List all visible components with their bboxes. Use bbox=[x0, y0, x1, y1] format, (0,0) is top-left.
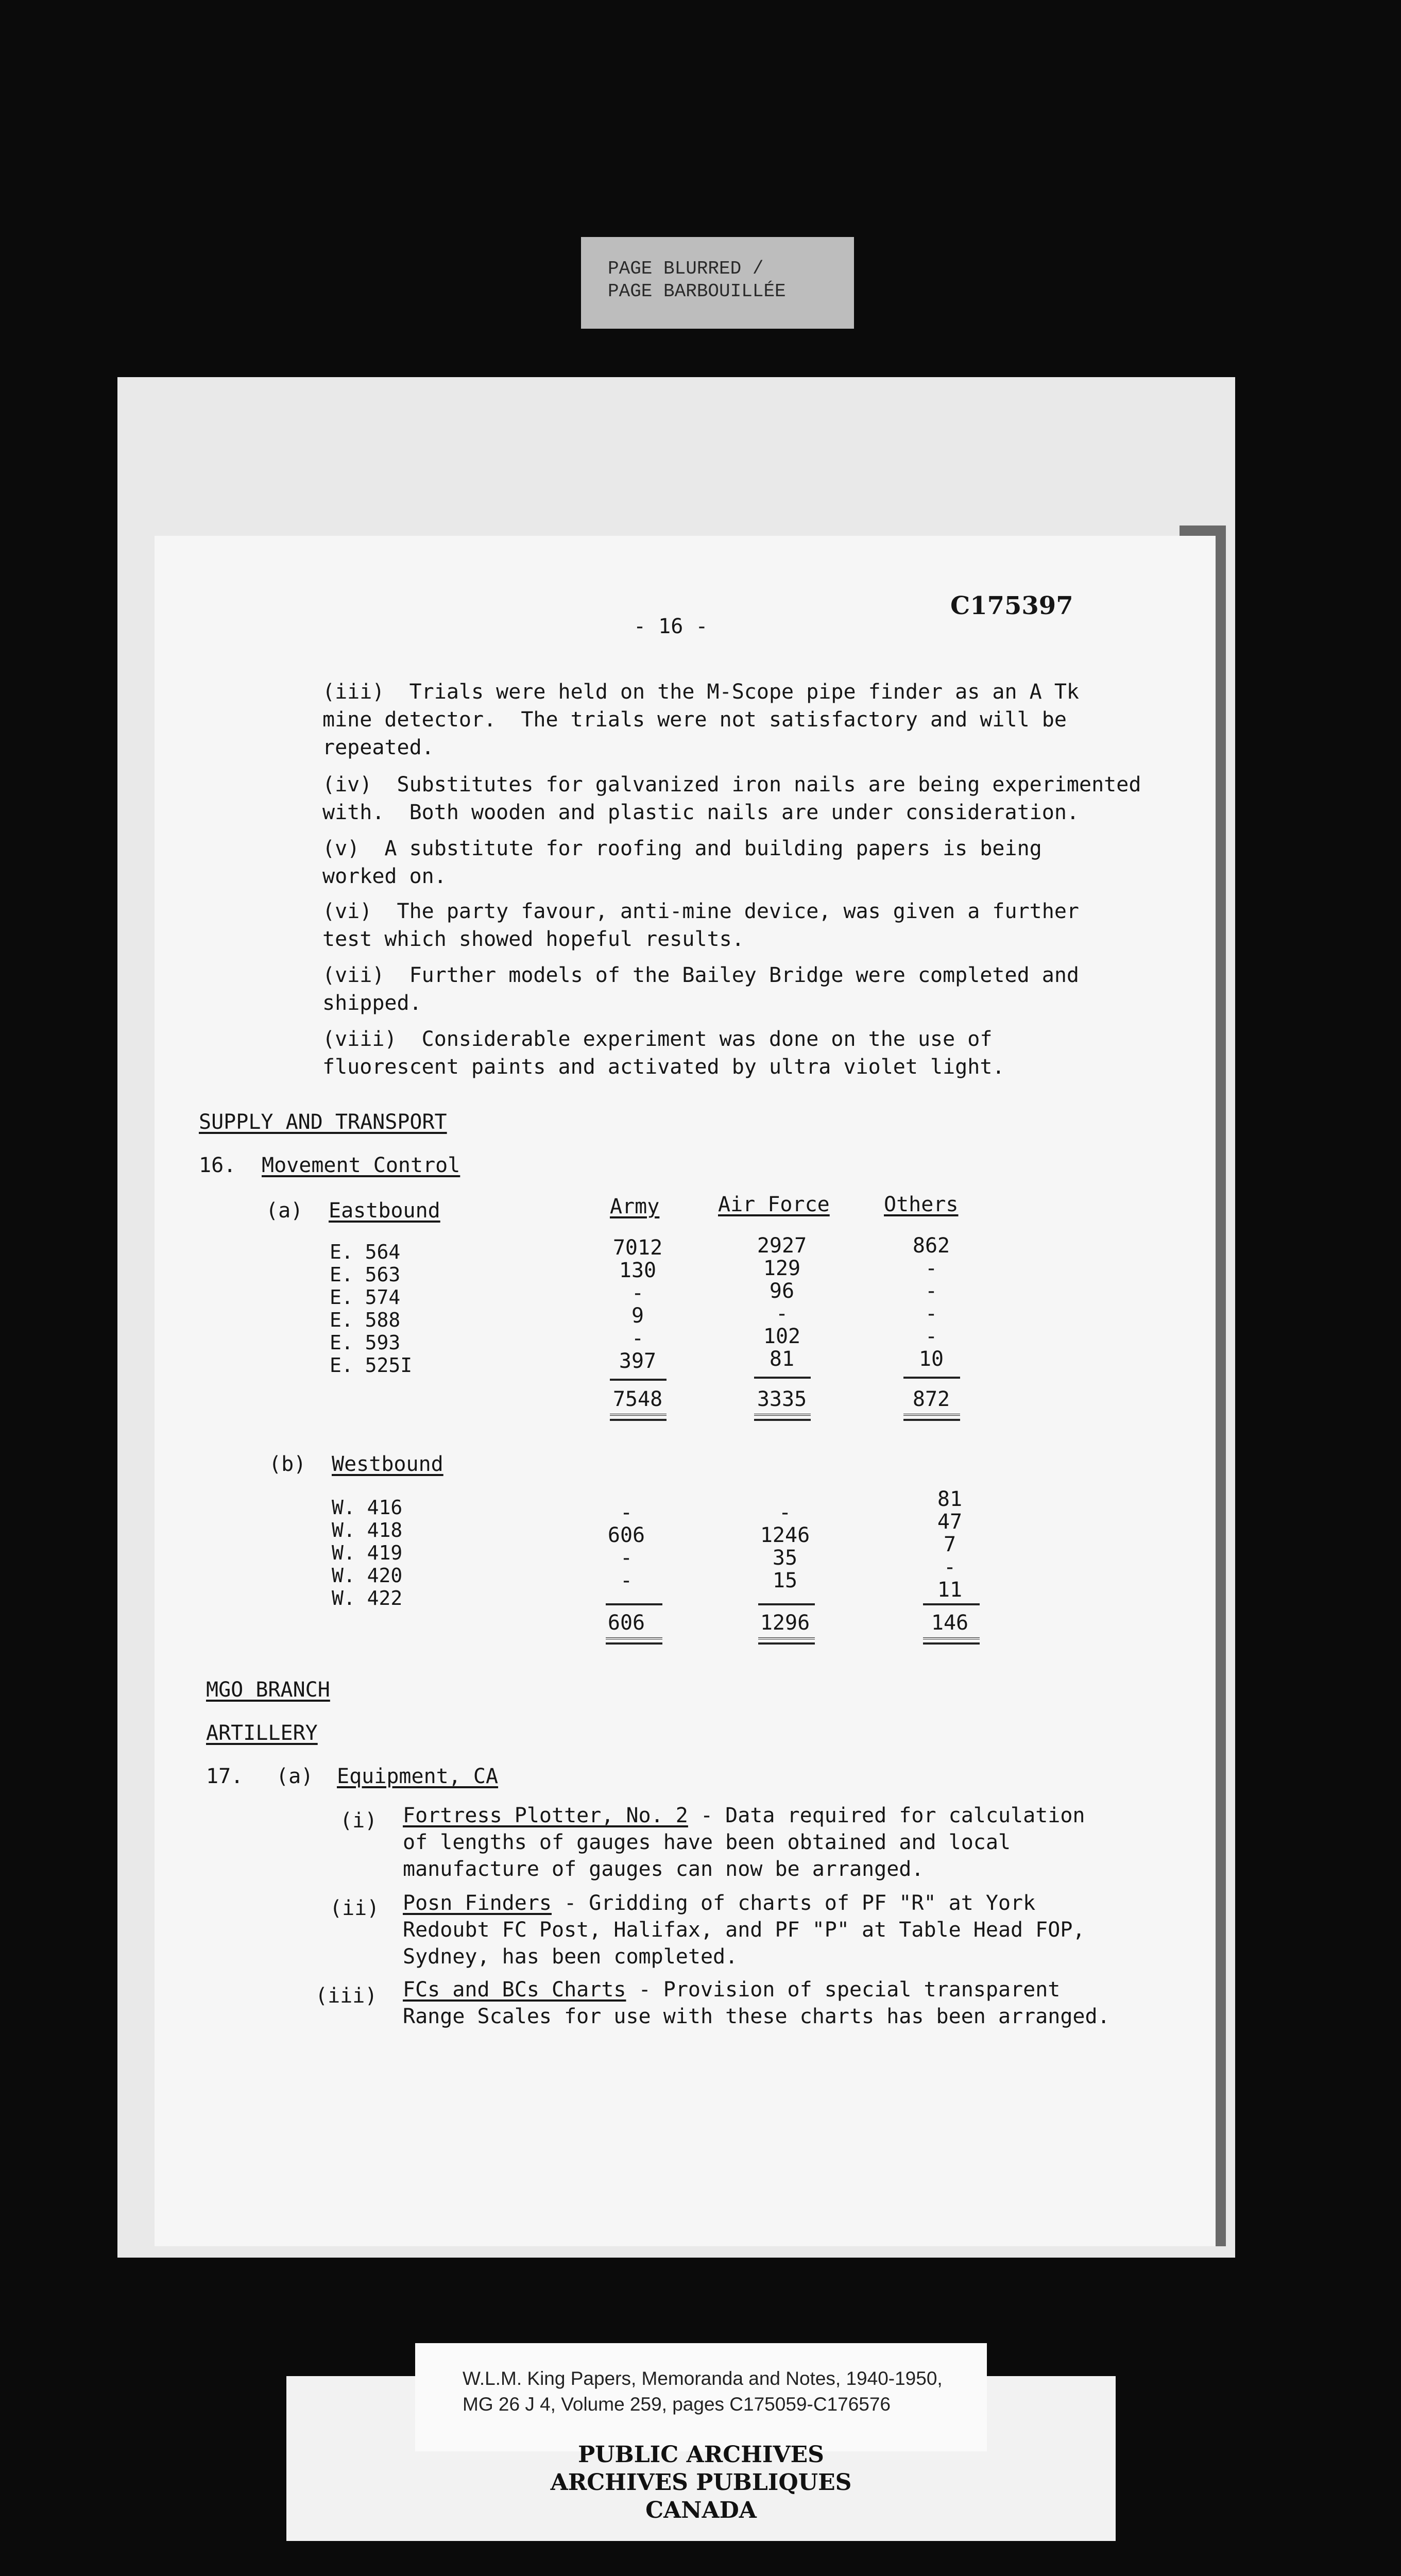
table-cell: 15 bbox=[772, 1569, 798, 1592]
item-i-fortress-plotter bbox=[403, 1802, 1085, 1883]
westbound-others-column bbox=[888, 1488, 1012, 1601]
table-cell: 129 bbox=[763, 1257, 801, 1280]
paragraph-line: worked on. bbox=[322, 865, 447, 888]
page-blurred-stamp bbox=[581, 237, 854, 329]
paragraph-viii bbox=[322, 1025, 1177, 1081]
paragraph-line: (vi) The party favour, anti-mine device, was given a further bbox=[322, 900, 1080, 923]
item-iii-fcs-bcs-charts bbox=[403, 1976, 1110, 2030]
paragraph-line: (v) A substitute for roofing and building papers is being bbox=[322, 837, 1042, 860]
equipment-ca-title: Equipment, CA bbox=[337, 1765, 499, 1788]
table-cell: - bbox=[925, 1279, 938, 1303]
table-cell: 397 bbox=[619, 1349, 657, 1373]
item-line: - Gridding of charts of PF "R" at York bbox=[551, 1891, 1036, 1915]
westbound-army-total-rule bbox=[606, 1637, 662, 1645]
eastbound-row-labels bbox=[330, 1241, 412, 1377]
westbound-row-name: W. 420 bbox=[332, 1564, 403, 1587]
eastbound-row-name: E. 588 bbox=[330, 1309, 401, 1331]
item-line: of lengths of gauges have been obtained and local bbox=[403, 1831, 1011, 1854]
item-title: Posn Finders bbox=[403, 1891, 552, 1915]
westbound-row-name: W. 416 bbox=[332, 1496, 403, 1519]
item-line: Range Scales for use with these charts has been arranged. bbox=[403, 2005, 1110, 2028]
table-cell: 11 bbox=[937, 1578, 963, 1602]
table-cell: 606 bbox=[607, 1523, 645, 1547]
table-cell: 102 bbox=[763, 1325, 801, 1348]
eastbound-army-column bbox=[576, 1236, 699, 1372]
table-cell: 47 bbox=[937, 1510, 963, 1534]
paragraph-line: mine detector. The trials were not satisfactory and will be bbox=[322, 708, 1067, 732]
item-line: Redoubt FC Post, Halifax, and PF "P" at Table Head FOP, bbox=[403, 1918, 1085, 1942]
movement-control-title: Movement Control bbox=[262, 1154, 460, 1177]
paragraph-iii bbox=[322, 678, 1177, 761]
eastbound-air-total-rule bbox=[754, 1414, 811, 1421]
table-cell: - bbox=[775, 1302, 789, 1326]
eastbound-army-subtotal-rule bbox=[610, 1379, 667, 1381]
column-header-air-force: Air Force bbox=[718, 1193, 830, 1216]
citation-line-1: W.L.M. King Papers, Memoranda and Notes, 1940-1950, bbox=[463, 2368, 943, 2389]
paragraph-line: (iv) Substitutes for galvanized iron nails are being experimented bbox=[322, 773, 1141, 796]
paragraph-line: repeated. bbox=[322, 736, 434, 759]
westbound-army-column bbox=[565, 1501, 688, 1615]
section-17-letter: (a) bbox=[276, 1765, 314, 1788]
eastbound-others-column bbox=[869, 1234, 993, 1370]
eastbound-row-name: E. 525I bbox=[330, 1354, 413, 1377]
table-cell: 7 bbox=[943, 1533, 956, 1556]
item-line: - Provision of special transparent bbox=[626, 1978, 1061, 2002]
eastbound-others-total: 872 bbox=[912, 1387, 950, 1411]
westbound-label: Westbound bbox=[332, 1452, 443, 1476]
item-title: Fortress Plotter, No. 2 bbox=[403, 1804, 688, 1827]
paragraph-line: fluorescent paints and activated by ultra violet light. bbox=[322, 1055, 1005, 1079]
paragraph-line: shipped. bbox=[322, 991, 422, 1015]
table-cell: - bbox=[943, 1555, 956, 1579]
table-cell: 81 bbox=[937, 1487, 963, 1511]
eastbound-others-total-rule bbox=[903, 1414, 960, 1421]
eastbound-row-name: E. 574 bbox=[330, 1286, 401, 1309]
paragraph-vi bbox=[322, 897, 1177, 953]
table-cell: 96 bbox=[769, 1279, 795, 1303]
eastbound-row-name: E. 564 bbox=[330, 1241, 401, 1263]
westbound-row-name: W. 422 bbox=[332, 1587, 403, 1609]
westbound-others-subtotal-rule bbox=[923, 1603, 980, 1605]
eastbound-label: Eastbound bbox=[329, 1199, 440, 1223]
westbound-row-name: W. 418 bbox=[332, 1519, 403, 1541]
eastbound-air-force-column bbox=[720, 1234, 844, 1370]
eastbound-air-subtotal-rule bbox=[754, 1377, 811, 1379]
table-cell: 862 bbox=[912, 1234, 950, 1258]
eastbound-army-total-rule bbox=[610, 1414, 667, 1421]
paragraph-iv bbox=[322, 771, 1177, 826]
westbound-air-total-rule bbox=[758, 1637, 815, 1645]
table-cell: - bbox=[620, 1591, 633, 1615]
table-cell: - bbox=[925, 1325, 938, 1348]
column-header-army: Army bbox=[610, 1195, 660, 1218]
item-title: FCs and BCs Charts bbox=[403, 1978, 626, 2002]
table-cell: - bbox=[778, 1591, 792, 1615]
item-ii-numeral: (ii) bbox=[330, 1896, 380, 1920]
paragraph-v bbox=[322, 835, 1177, 890]
table-cell: - bbox=[620, 1569, 633, 1592]
stamp-line-2: PAGE BARBOUILLÉE bbox=[608, 281, 786, 302]
table-cell: 10 bbox=[918, 1347, 944, 1371]
item-iii-numeral: (iii) bbox=[315, 1984, 378, 2008]
eastbound-row-name: E. 593 bbox=[330, 1331, 401, 1354]
citation-line-2: MG 26 J 4, Volume 259, pages C175059-C176576 bbox=[463, 2394, 891, 2415]
paragraph-line: (vii) Further models of the Bailey Bridge were completed and bbox=[322, 963, 1080, 987]
eastbound-letter: (a) bbox=[266, 1199, 303, 1223]
westbound-army-subtotal-rule bbox=[606, 1603, 662, 1605]
paragraph-vii bbox=[322, 961, 1177, 1017]
item-line: manufacture of gauges can now be arranged. bbox=[403, 1857, 924, 1881]
eastbound-army-total: 7548 bbox=[612, 1387, 663, 1411]
artillery-heading: ARTILLERY bbox=[206, 1721, 318, 1745]
westbound-air-force-column bbox=[723, 1501, 847, 1615]
public-archives-label bbox=[415, 2441, 987, 2524]
page-number: - 16 - bbox=[634, 615, 708, 638]
eastbound-row-name: E. 563 bbox=[330, 1263, 401, 1286]
section-17-number: 17. bbox=[206, 1765, 244, 1788]
archives-english: PUBLIC ARCHIVES bbox=[578, 2442, 824, 2468]
document-id: C175397 bbox=[950, 591, 1073, 620]
mgo-branch-heading: MGO BRANCH bbox=[206, 1678, 330, 1702]
column-header-others: Others bbox=[884, 1193, 959, 1216]
westbound-others-total: 146 bbox=[931, 1611, 969, 1635]
table-cell: - bbox=[778, 1501, 792, 1524]
table-cell: - bbox=[631, 1281, 644, 1305]
table-cell: - bbox=[620, 1546, 633, 1570]
table-cell: 9 bbox=[631, 1304, 644, 1328]
paragraph-line: test which showed hopeful results. bbox=[322, 927, 744, 951]
westbound-others-total-rule bbox=[923, 1637, 980, 1645]
table-cell: 130 bbox=[619, 1259, 657, 1282]
table-cell: 2927 bbox=[757, 1234, 807, 1258]
westbound-army-total: 606 bbox=[607, 1611, 645, 1635]
table-cell: 1246 bbox=[760, 1523, 810, 1547]
westbound-row-name: W. 419 bbox=[332, 1541, 403, 1564]
eastbound-air-force-total: 3335 bbox=[757, 1387, 807, 1411]
westbound-air-subtotal-rule bbox=[758, 1603, 815, 1605]
item-i-numeral: (i) bbox=[340, 1809, 378, 1833]
table-cell: - bbox=[925, 1302, 938, 1326]
paragraph-line: (iii) Trials were held on the M-Scope pipe finder as an A Tk bbox=[322, 680, 1080, 704]
westbound-letter: (b) bbox=[269, 1452, 306, 1476]
paragraph-line: with. Both wooden and plastic nails are under consideration. bbox=[322, 801, 1080, 824]
supply-transport-heading: SUPPLY AND TRANSPORT bbox=[199, 1110, 447, 1134]
table-cell: - bbox=[620, 1501, 633, 1524]
table-cell: - bbox=[631, 1327, 644, 1350]
section-16-number: 16. bbox=[199, 1154, 236, 1177]
item-ii-posn-finders bbox=[403, 1890, 1085, 1970]
westbound-row-labels bbox=[332, 1496, 402, 1609]
table-cell: 35 bbox=[772, 1546, 798, 1570]
archives-country: CANADA bbox=[645, 2497, 757, 2523]
archive-citation-label bbox=[415, 2343, 987, 2451]
paragraph-line: (viii) Considerable experiment was done on the use of bbox=[322, 1027, 993, 1051]
item-line: - Data required for calculation bbox=[688, 1804, 1085, 1827]
table-cell: - bbox=[925, 1257, 938, 1280]
item-line: Sydney, has been completed. bbox=[403, 1945, 738, 1969]
archives-french: ARCHIVES PUBLIQUES bbox=[550, 2469, 852, 2496]
westbound-air-force-total: 1296 bbox=[760, 1611, 810, 1635]
table-cell: 7012 bbox=[612, 1236, 663, 1260]
stamp-line-1: PAGE BLURRED / bbox=[608, 258, 764, 279]
table-cell: 81 bbox=[769, 1347, 795, 1371]
eastbound-others-subtotal-rule bbox=[903, 1377, 960, 1379]
